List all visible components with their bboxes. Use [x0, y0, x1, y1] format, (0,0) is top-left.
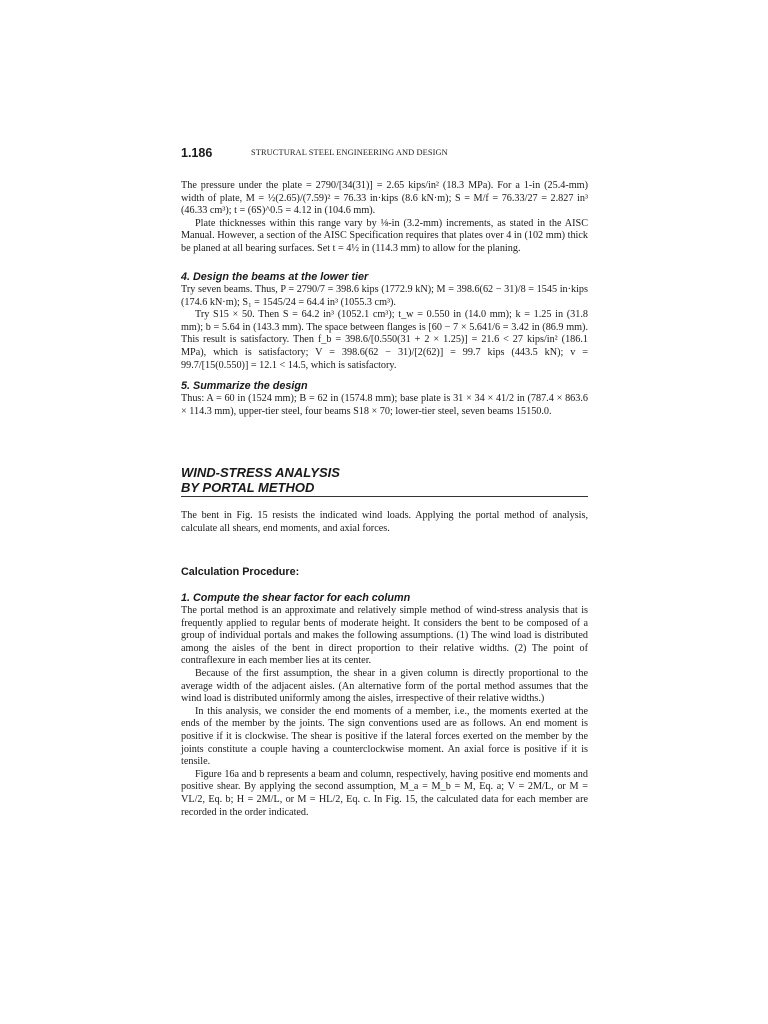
- top-block: [181, 180, 588, 256]
- running-header: [181, 146, 588, 162]
- procedure-paragraph-2: Because of the first assumption, the shear in a given column is directly proportional to the average width of the adjacent aisles. (An alternative form of the portal method assumes that the wind load is distributed uniformly among the aisles, irrespective of their relative widths.): [181, 667, 588, 705]
- step-4: [181, 271, 588, 372]
- procedure-paragraph-3: In this analysis, we consider the end moments of a member, i.e., the moments exerted at the ends of the member by the joints. The sign conventions used are as follows. An end moment is positive if it is clockwise. The shear is positive if the lateral forces exerted on the member by the joints constitute a couple having a counterclockwise moment. An axial force is positive if it is tensile.: [181, 705, 588, 768]
- section-title-line-2: BY PORTAL METHOD: [181, 480, 315, 495]
- procedure-step-1: [181, 592, 588, 819]
- procedure-paragraph-4: Figure 16a and b represents a beam and column, respectively, having positive end moments and positive shear. By applying the second assumption, M_a = M_b = M, Eq. a; V = 2M/L, or M = VL/2, Eq. b; H = 2M/L, or M = HL/2, Eq. c. In Fig. 15, the calculated data for each member are recorded in the order indicated.: [181, 768, 588, 818]
- procedure-step-1-heading: 1. Compute the shear factor for each column: [181, 592, 411, 604]
- calculation-procedure-heading: Calculation Procedure:: [181, 566, 300, 578]
- page-number: 1.186: [181, 146, 213, 160]
- step-4-paragraph-1: Try seven beams. Thus, P = 2790/7 = 398.6 kips (1772.9 kN); M = 398.6(62 − 31)/8 = 1545 in·kips (174.6 kN·m); S₁ = 1545/24 = 64.4 in³ (1055.3 cm³).: [181, 284, 588, 308]
- section-intro-paragraph: The bent in Fig. 15 resists the indicated wind loads. Applying the portal method of analysis, calculate all shears, end moments, and axial forces.: [181, 510, 588, 534]
- step-4-heading: 4. Design the beams at the lower tier: [181, 271, 369, 283]
- paragraph-plate-thickness: Plate thicknesses within this range vary by ⅛-in (3.2-mm) increments, as stated in the AISC Manual. However, a section of the AISC Specification requires that plates over 4 in (102 mm) thick be planed at all bearing surfaces. Set t = 4½ in (114.3 mm) to allow for the planing.: [181, 217, 588, 254]
- paragraph-pressure: The pressure under the plate = 2790/[34(31)] = 2.65 kips/in² (18.3 MPa). For a 1-in (25.4-mm) width of plate, M = ½(2.65)/(7.59)² = 76.33 in·kips (8.6 kN·m); S = M/f = 76.33/27 = 2.827 in³ (46.33 cm³); t = (6S)^0.5 = 4.12 in (104.6 mm).: [181, 180, 588, 217]
- section-intro: [181, 510, 588, 535]
- section-rule: [181, 496, 588, 497]
- procedure-paragraph-1: The portal method is an approximate and relatively simple method of wind-stress analysis that is frequently applied to regular bents of moderate height. It considers the bent to be composed of a group of individual portals and makes the following assumptions. (1) The wind load is distributed among the aisles of the bent in direct proportion to their relative widths. (2) The point of contraflexure in each member lies at its center.: [181, 605, 588, 667]
- running-title: STRUCTURAL STEEL ENGINEERING AND DESIGN: [251, 148, 448, 157]
- section-title-line-1: WIND-STRESS ANALYSIS: [181, 465, 340, 480]
- section-title: [181, 465, 588, 495]
- step-4-paragraph-2: Try S15 × 50. Then S = 64.2 in³ (1052.1 cm³); t_w = 0.550 in (14.0 mm); k = 1.25 in (31.8 mm); b = 5.64 in (143.3 mm). The space between flanges is [60 − 7 × 5.641/6 = 3.42 in (86.9 mm). This result is satisfactory. Then f_b = 398.6/[0.550(31 + 2 × 1.25)] = 21.6 < 27 kips/in² (186.1 MPa), which is satisfactory; V = 398.6(62 − 31)/[2(62)] = 99.7 kips (443.5 kN); v = 99.7/[15(0.550)] = 12.1 < 14.5, which is satisfactory.: [181, 309, 588, 371]
- step-5-paragraph: Thus: A = 60 in (1524 mm); B = 62 in (1574.8 mm); base plate is 31 × 34 × 41/2 in (787.4 × 863.6 × 114.3 mm), upper-tier steel, four beams S18 × 70; lower-tier steel, seven beams 15150.0.: [181, 393, 588, 417]
- step-5: [181, 380, 588, 418]
- step-5-heading: 5. Summarize the design: [181, 380, 308, 392]
